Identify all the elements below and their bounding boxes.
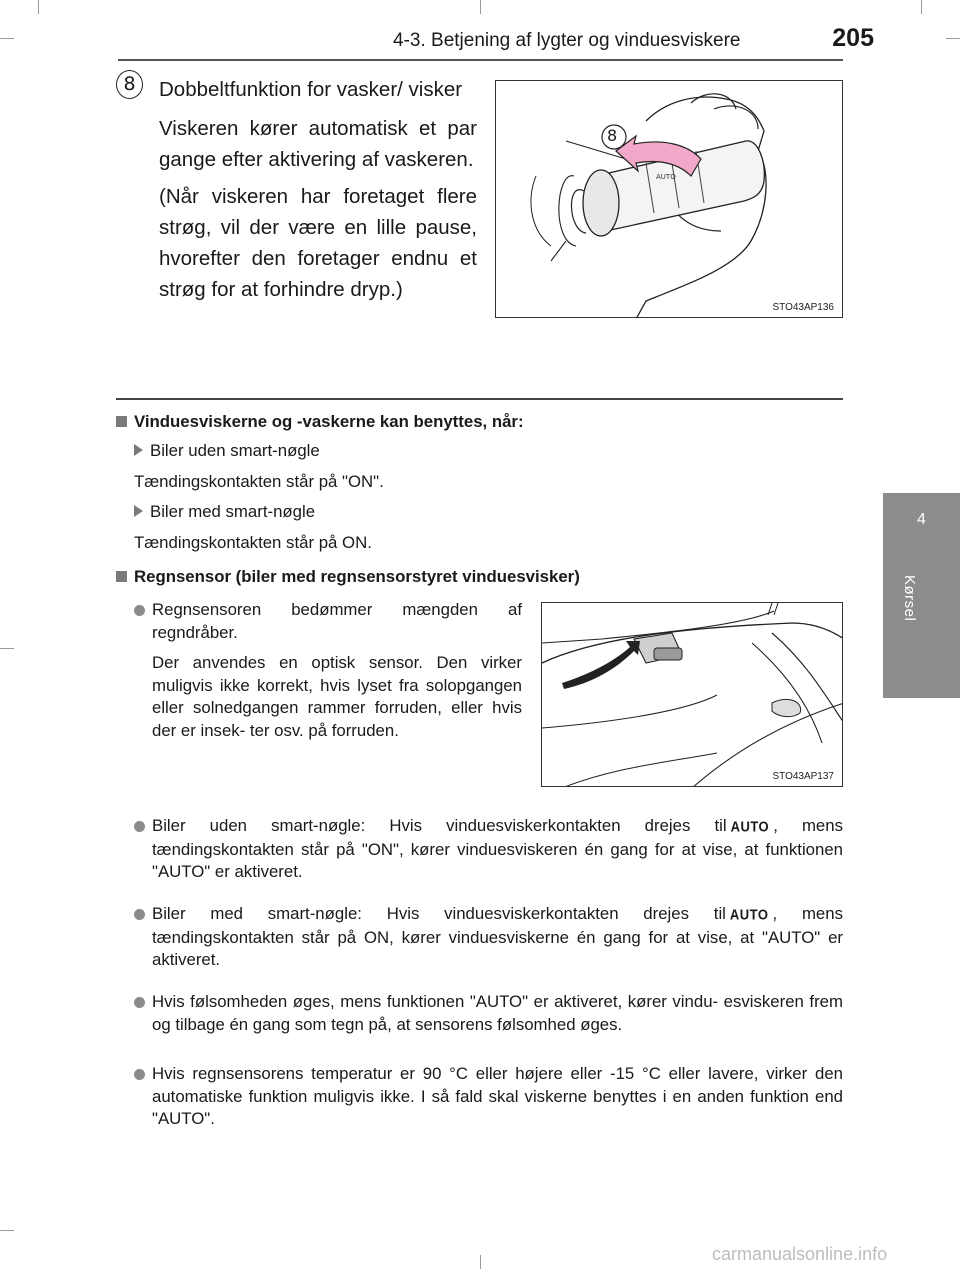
auto-mode-icon: AUTO [730, 818, 770, 835]
bullet-text-part: , mens tændingskontakten står på "ON", kører vinduesviskeren én gang for at vise, at funktionen "AUTO" er aktiveret. [152, 816, 843, 881]
list-item [134, 815, 843, 884]
list-item [134, 1063, 843, 1131]
step-8-paragraph: (Når viskeren har foretaget flere strøg, vil der være en lille pause, hvorefter den foretager endnu et strøg for at forhindre dryp.) [159, 185, 477, 301]
figure-code: STO43AP137 [772, 771, 834, 782]
crop-mark [480, 1255, 481, 1269]
rain-sensor-illustration [541, 602, 843, 787]
case-label-text: Biler med smart-nøgle [150, 502, 316, 521]
crop-mark [921, 0, 922, 14]
svg-text:AUTO: AUTO [656, 173, 676, 181]
crop-mark [0, 38, 14, 39]
page-number: 205 [832, 24, 874, 52]
auto-mode-icon: AUTO [729, 906, 769, 923]
square-bullet-icon [116, 416, 127, 427]
wiper-lever-illustration [495, 80, 843, 318]
case-label [134, 439, 320, 462]
crop-mark [480, 0, 481, 14]
list-item [134, 903, 843, 972]
page-header [118, 22, 878, 58]
crop-mark [0, 1230, 14, 1231]
section-heading [116, 410, 524, 433]
crop-mark [38, 0, 39, 14]
bullet-text-part: Biler uden smart-nøgle: Hvis vinduesviskerkontakten drejes til [152, 816, 727, 835]
figure-code: STO43AP136 [772, 302, 834, 313]
step-8-text [159, 74, 477, 311]
section-heading [116, 565, 580, 588]
figure-callout-8: 8 [607, 126, 618, 145]
list-item [134, 599, 522, 742]
triangle-bullet-icon [134, 505, 143, 517]
bullet-text-part: , mens tændingskontakten står på ON, kører vinduesviskerne én gang for at vise, at "AUTO" er aktiveret. [152, 904, 843, 969]
bullet-text: Hvis følsomheden øges, mens funktionen "AUTO" er aktiveret, kører vindu- esviskeren frem og tilbage én gang som tegn på, at sensorens følsomhed øges. [152, 992, 843, 1034]
crop-mark [0, 648, 14, 649]
case-text: Tændingskontakten står på ON. [134, 533, 372, 552]
section-title: 4-3. Betjening af lygter og vinduesviskere [393, 30, 741, 51]
dot-bullet-icon [134, 605, 145, 616]
case-label [134, 500, 315, 523]
triangle-bullet-icon [134, 444, 143, 456]
dot-bullet-icon [134, 1069, 145, 1080]
case-label-text: Biler uden smart-nøgle [150, 441, 320, 460]
chapter-number: 4 [917, 511, 926, 528]
case-text: Tændingskontakten står på "ON". [134, 472, 384, 491]
step-8-paragraph: Viskeren kører automatisk et par gange efter aktivering af vaskeren. [159, 117, 477, 171]
bullet-text [152, 815, 843, 884]
square-bullet-icon [116, 571, 127, 582]
section-separator [116, 398, 843, 400]
list-item [134, 991, 843, 1036]
bullet-text: Regnsensoren bedømmer mængden af regndråber. [152, 600, 522, 642]
chapter-side-tab [883, 493, 960, 698]
dot-bullet-icon [134, 909, 145, 920]
step-8-title: Dobbeltfunktion for vasker/ visker [159, 78, 463, 101]
bullet-text: Hvis regnsensorens temperatur er 90 °C eller højere eller -15 °C eller lavere, virker den automatiske funktion muligvis ikke. I så fald skal viskerne benyttes i en anden funktion end "AUTO". [152, 1064, 843, 1128]
dot-bullet-icon [134, 821, 145, 832]
heading-text: Regnsensor (biler med regnsensorstyret vinduesvisker) [134, 567, 580, 586]
dot-bullet-icon [134, 997, 145, 1008]
step-marker-8: 8 [116, 70, 143, 99]
heading-text: Vinduesviskerne og -vaskerne kan benyttes, når: [134, 412, 524, 431]
bullet-text [152, 903, 843, 972]
bullet-text-part: Biler med smart-nøgle: Hvis vinduesviskerkontakten drejes til [152, 904, 726, 923]
header-rule [118, 59, 843, 61]
chapter-name: Kørsel [901, 575, 918, 622]
crop-mark [946, 38, 960, 39]
bullet-text: Der anvendes en optisk sensor. Den virker muligvis ikke korrekt, hvis lyset fra solopgangen eller solnedgangen rammer forruden, eller hvis der er insek- ter osv. på forruden. [152, 653, 522, 740]
watermark: carmanualsonline.info [712, 1244, 888, 1264]
